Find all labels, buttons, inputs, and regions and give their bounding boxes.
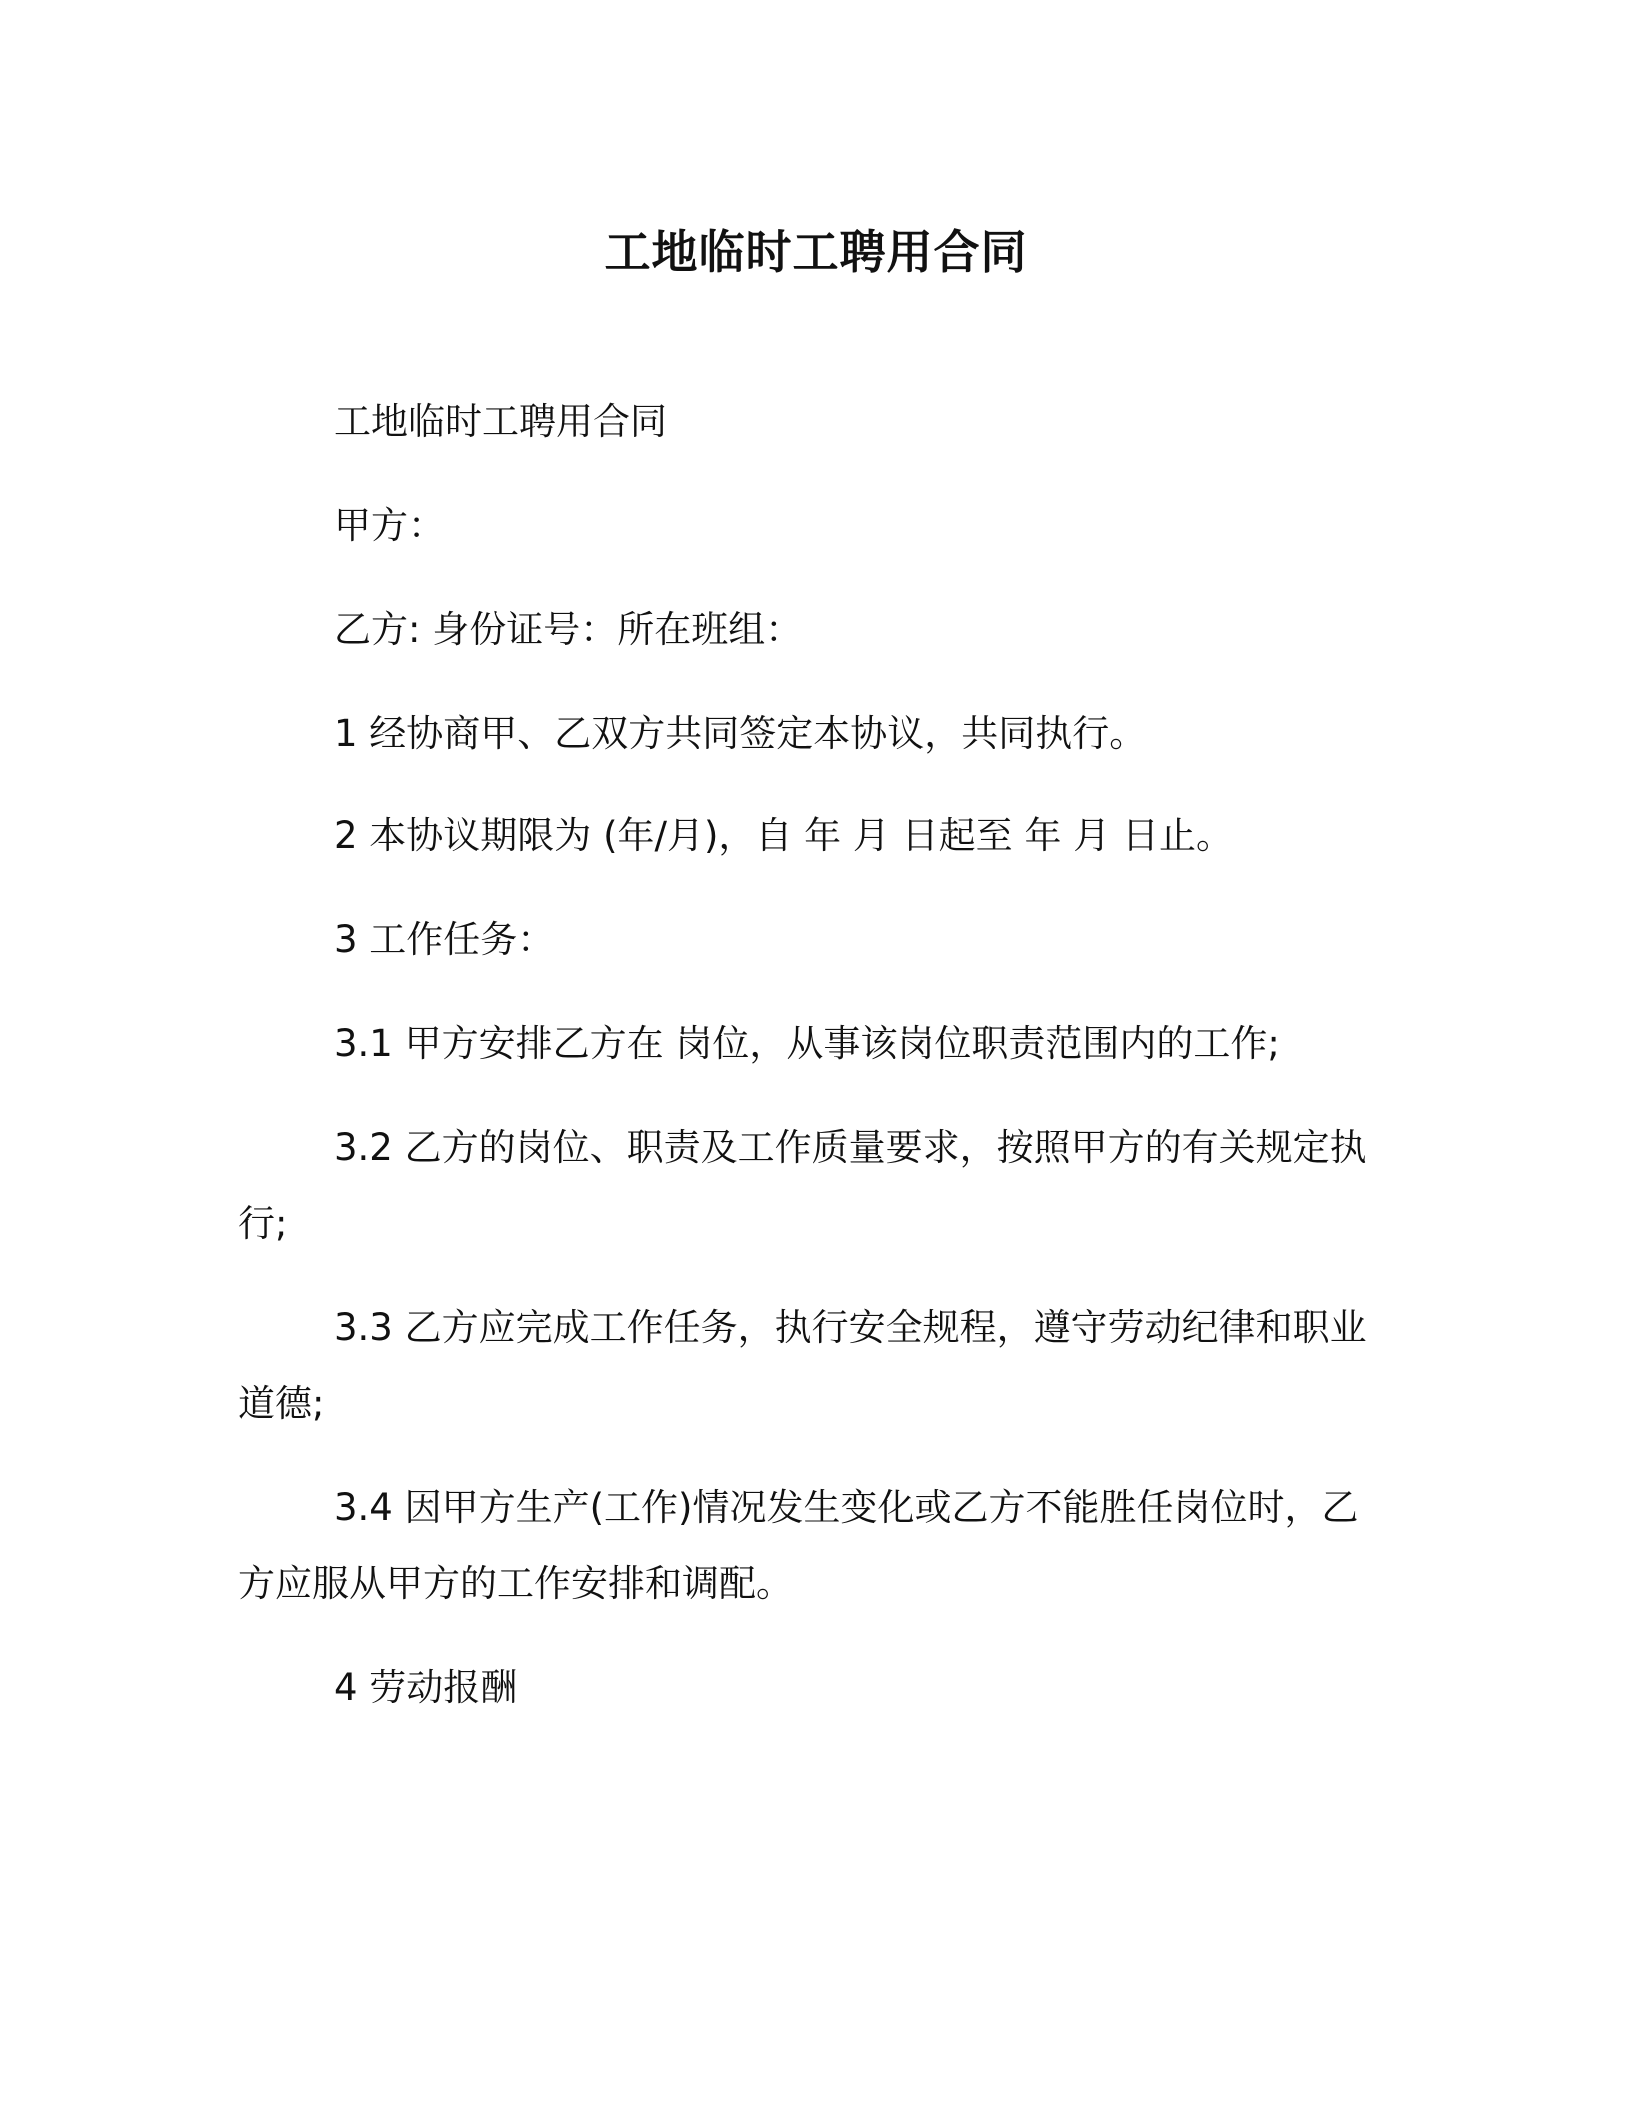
paragraph-clause-3-4: 3.4 因甲方生产(工作)情况发生变化或乙方不能胜任岗位时，乙方应服从甲方的工作安排和调配。 (238, 1486, 1359, 1605)
paragraph-subtitle: 工地临时工聘用合同 (334, 400, 667, 443)
paragraph-clause-1: 1 经协商甲、乙双方共同签定本协议，共同执行。 (334, 712, 1147, 755)
paragraph-clause-2: 2 本协议期限为 (年/月)，自 年 月 日起至 年 月 日止。 (334, 814, 1233, 857)
paragraph-clause-3: 3 工作任务： (334, 918, 555, 961)
paragraph-clause-3-2: 3.2 乙方的岗位、职责及工作质量要求，按照甲方的有关规定执行; (238, 1126, 1367, 1245)
document-title: 工地临时工聘用合同 (604, 225, 1028, 279)
paragraph-clause-4: 4 劳动报酬 (334, 1666, 518, 1709)
paragraph-clause-3-1: 3.1 甲方安排乙方在 岗位，从事该岗位职责范围内的工作; (334, 1022, 1280, 1065)
paragraph-party-a: 甲方： (334, 504, 445, 547)
paragraph-party-b: 乙方: 身份证号：所在班组： (334, 608, 803, 651)
paragraph-clause-3-3: 3.3 乙方应完成工作任务，执行安全规程，遵守劳动纪律和职业道德; (238, 1306, 1367, 1425)
